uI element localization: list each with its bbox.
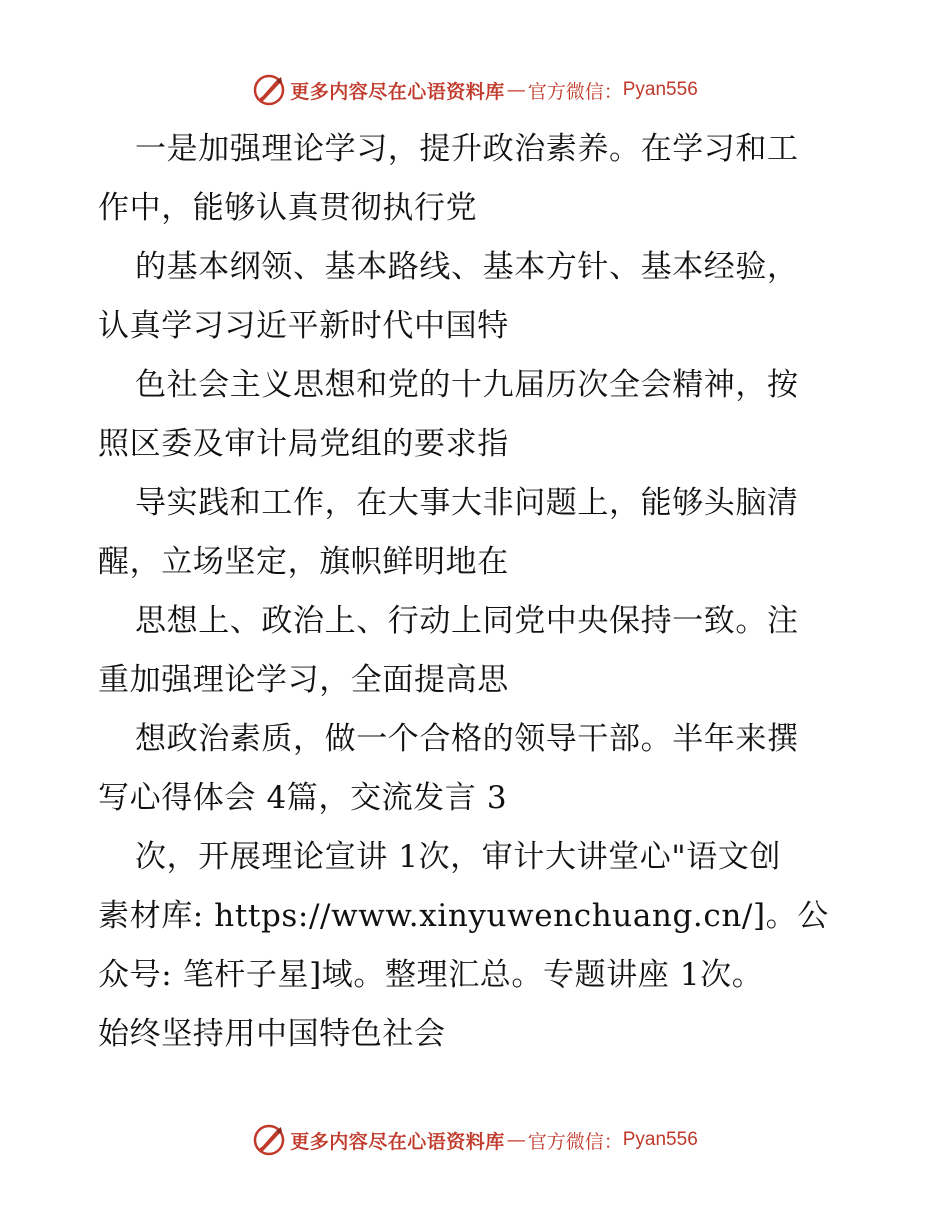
document-body <box>98 120 858 1064</box>
body-line: 作中，能够认真贯彻执行党 <box>98 190 478 226</box>
quill-pen-logo-icon <box>252 1123 286 1157</box>
wechat-label: 官方微信： <box>527 1130 623 1153</box>
body-line: 一是加强理论学习，提升政治素养。在学习和工 <box>135 131 799 167</box>
body-line: 色社会主义思想和党的十九届历次全会精神，按 <box>135 367 799 403</box>
body-line: 醒，立场坚定，旗帜鲜明地在 <box>98 544 509 580</box>
body-line: 认真学习习近平新时代中国特 <box>98 308 509 344</box>
body-line: 始终坚持用中国特色社会 <box>98 1016 446 1052</box>
banner-dash: — <box>506 79 526 101</box>
body-line: 想政治素质，做一个合格的领导干部。半年来撰 <box>135 721 799 757</box>
site-name-text: 更多内容尽在心语资料库 <box>290 1130 505 1153</box>
body-line: 照区委及审计局党组的要求指 <box>98 426 509 462</box>
footer-banner <box>0 1120 950 1160</box>
quill-pen-logo-icon <box>252 73 286 107</box>
body-line: 众号: 笔杆子星]域。整理汇总。专题讲座 1次。 <box>98 957 764 993</box>
body-line: 素材库: https://www.xinyuwenchuang.cn/]。公 <box>98 898 829 934</box>
site-name-text: 更多内容尽在心语资料库 <box>290 80 505 103</box>
body-line: 导实践和工作，在大事大非问题上，能够头脑清 <box>135 485 799 521</box>
body-line: 的基本纲领、基本路线、基本方针、基本经验， <box>135 249 799 285</box>
wechat-id: Pyan556 <box>622 1129 698 1150</box>
body-line: 写心得体会 4篇，交流发言 3 <box>98 780 508 816</box>
wechat-id: Pyan556 <box>622 79 698 100</box>
body-line: 重加强理论学习，全面提高思 <box>98 662 509 698</box>
banner-dash: — <box>506 1129 526 1151</box>
body-line: 思想上、政治上、行动上同党中央保持一致。注 <box>135 603 799 639</box>
wechat-label: 官方微信： <box>527 80 623 103</box>
body-line: 次，开展理论宣讲 1次，审计大讲堂心"语文创 <box>135 839 782 875</box>
header-banner <box>0 70 950 110</box>
